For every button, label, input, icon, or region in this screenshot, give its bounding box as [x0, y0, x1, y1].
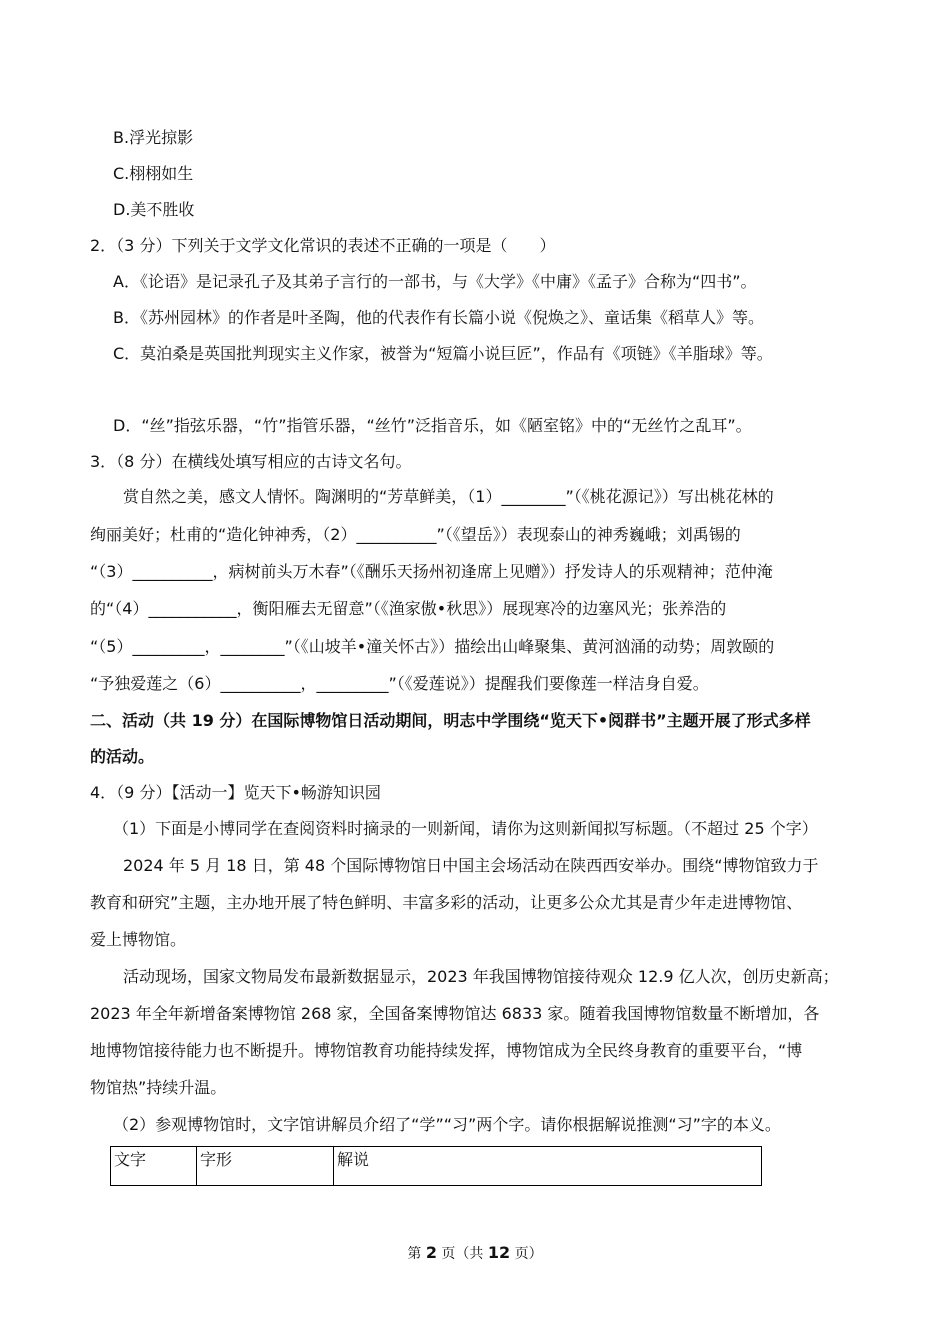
news-paragraph-line: 2023 年全年新增备案博物馆 268 家，全国备案博物馆达 6833 家。随着我国博物馆数量不断增加，各	[90, 1004, 820, 1023]
q4-subquestion-1: （1）下面是小博同学在查阅资料时摘录的一则新闻，请你为这则新闻拟写标题。（不超过 25 个字）	[113, 819, 818, 838]
q4-subquestion-2: （2）参观博物馆时，文字馆讲解员介绍了“学”“习”两个字。请你根据解说推测“习”字的本义。	[113, 1115, 781, 1134]
q2-option-d: D．“丝”指弦乐器，“竹”指管乐器，“丝竹”泛指音乐，如《陋室铭》中的“无丝竹之乱耳”。	[113, 416, 752, 435]
total-page-number: 12	[487, 1243, 511, 1262]
q1-option-d: D.美不胜收	[113, 200, 195, 219]
table-header-cell: 解说	[334, 1147, 762, 1186]
character-table	[110, 1146, 762, 1186]
q3-passage-line: “予独爱莲之（6）__________，_________”（《爱莲说》）提醒我们要像莲一样洁身自爱。	[90, 674, 709, 693]
footer-prefix: 第	[407, 1246, 426, 1262]
q2-option-b: B．《苏州园林》的作者是叶圣陶，他的代表作有长篇小说《倪焕之》、童话集《稻草人》等。	[113, 308, 764, 327]
news-paragraph-line: 爱上博物馆。	[90, 930, 187, 949]
news-paragraph-line: 地博物馆接待能力也不断提升。博物馆教育功能持续发挥，博物馆成为全民终身教育的重要平台，“博	[90, 1041, 803, 1060]
news-paragraph-line: 2024 年 5 月 18 日，第 48 个国际博物馆日中国主会场活动在陕西西安举办。围绕“博物馆致力于	[123, 856, 819, 875]
page-footer	[0, 1243, 950, 1264]
table-header-row	[111, 1147, 762, 1186]
q1-option-c: C.栩栩如生	[113, 164, 194, 183]
q3-passage-line: “（5）_________，________”（《山坡羊•潼关怀古》）描绘出山峰聚集、黄河汹涌的动势；周敦颐的	[90, 637, 775, 656]
table-header-cell: 文字	[111, 1147, 197, 1186]
section-heading: 二、活动（共 19 分）在国际博物馆日活动期间，明志中学围绕“览天下•阅群书”主题开展了形式多样	[90, 711, 811, 730]
q3-stem: 3．（8 分）在横线处填写相应的古诗文名句。	[90, 452, 412, 471]
q3-passage-line: 赏自然之美，感文人情怀。陶渊明的“芳草鲜美，（1）________”（《桃花源记》）写出桃花林的	[123, 487, 774, 506]
q3-passage-line: 绚丽美好；杜甫的“造化钟神秀，（2）__________”（《望岳》）表现泰山的神秀巍峨；刘禹锡的	[90, 525, 741, 544]
table-header-cell: 字形	[197, 1147, 334, 1186]
q3-passage-line: 的“（4）___________，衡阳雁去无留意”（《渔家傲•秋思》）展现寒冷的边塞风光；张养浩的	[90, 599, 727, 618]
q2-stem: 2．（3 分）下列关于文学文化常识的表述不正确的一项是（ ）	[90, 236, 556, 255]
q4-stem: 4．（9 分）【活动一】览天下•畅游知识园	[90, 783, 381, 802]
news-paragraph-line: 活动现场，国家文物局发布最新数据显示，2023 年我国博物馆接待观众 12.9 亿人次，创历史新高；	[123, 967, 839, 986]
news-paragraph-line: 教育和研究”主题，主办地开展了特色鲜明、丰富多彩的活动，让更多公众尤其是青少年走进博物馆、	[90, 893, 803, 912]
footer-middle: 页（共	[436, 1246, 488, 1262]
q2-option-c: C．莫泊桑是英国批判现实主义作家，被誉为“短篇小说巨匠”，作品有《项链》《羊脂球》等。	[113, 344, 773, 363]
current-page-number: 2	[425, 1243, 437, 1262]
footer-suffix: 页）	[510, 1246, 543, 1262]
q3-passage-line: “（3）__________，病树前头万木春”（《酬乐天扬州初逢席上见赠》）抒发诗人的乐观精神；范仲淹	[90, 562, 773, 581]
news-paragraph-line: 物馆热”持续升温。	[90, 1078, 227, 1097]
section-heading-cont: 的活动。	[90, 747, 155, 766]
q1-option-b: B.浮光掠影	[113, 128, 194, 147]
q2-option-a: A．《论语》是记录孔子及其弟子言行的一部书，与《大学》《中庸》《孟子》合称为“四书”。	[113, 272, 757, 291]
